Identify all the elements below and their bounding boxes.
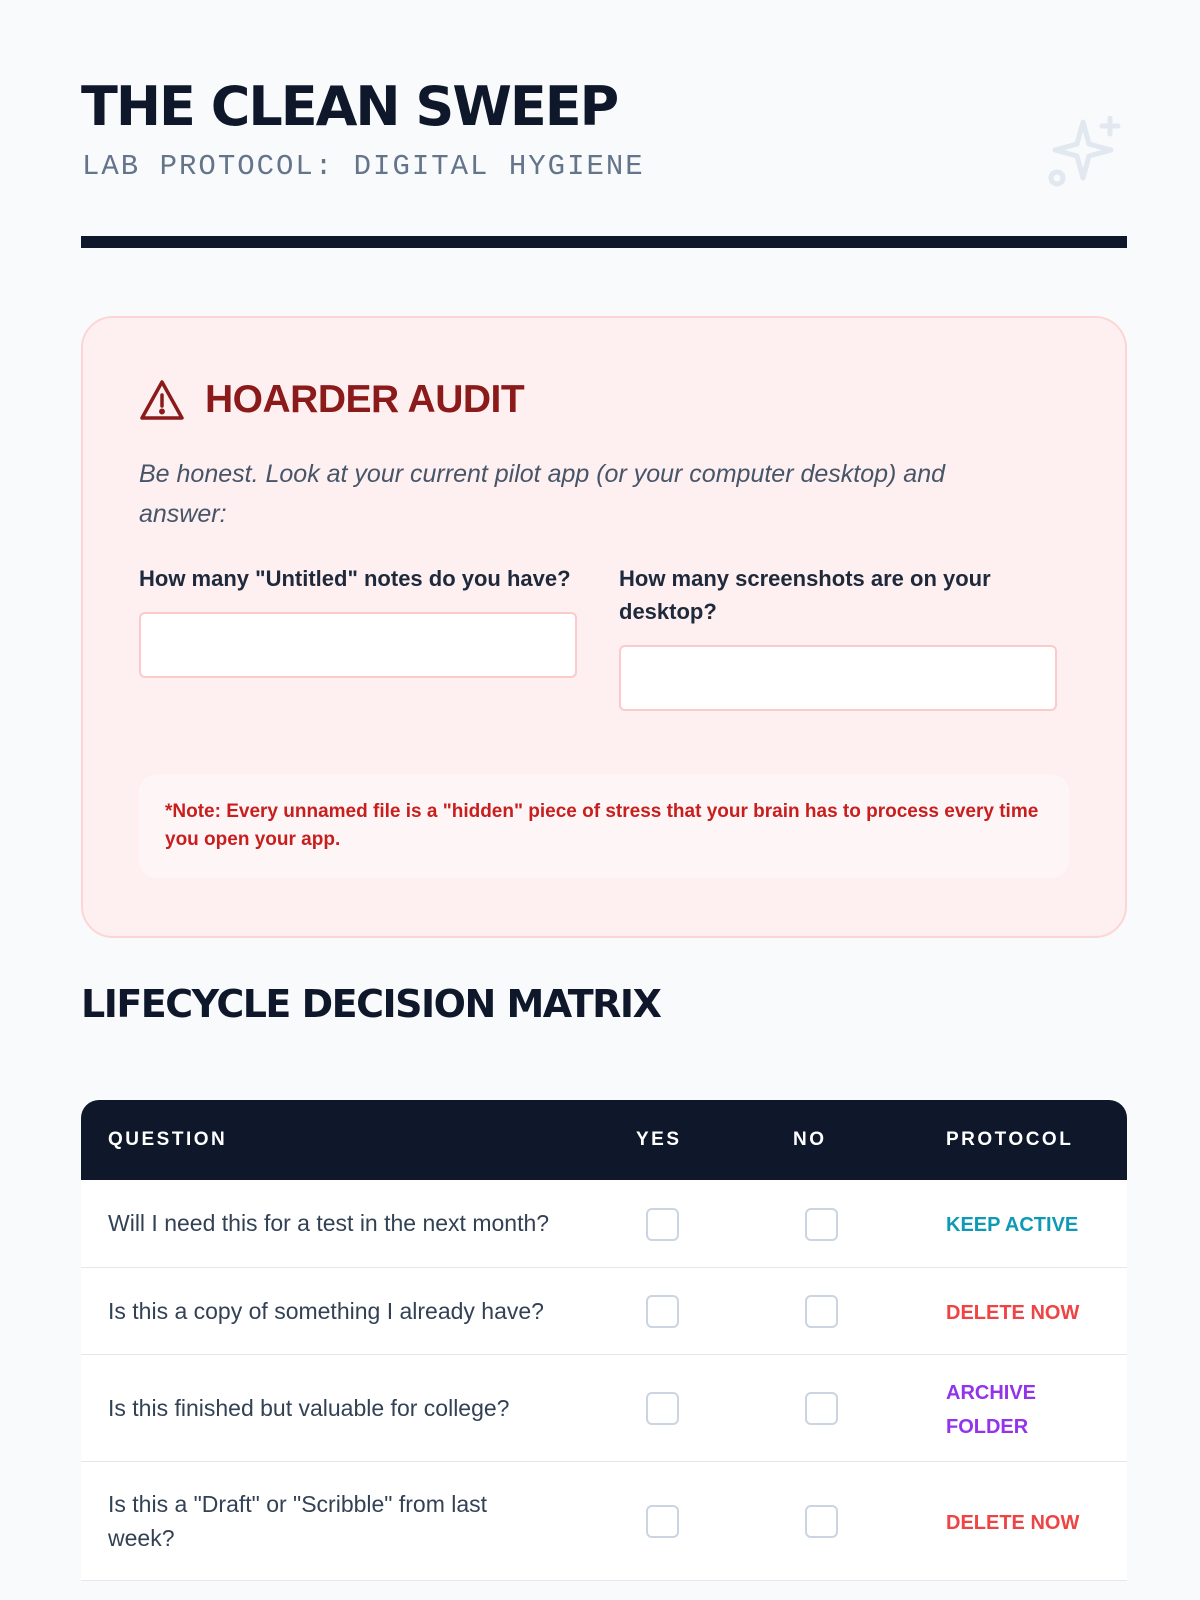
protocol-cell: [946, 1461, 1127, 1580]
protocol-cell: [946, 1180, 1127, 1267]
protocol-label: DELETE NOW: [946, 1301, 1080, 1324]
screenshots-label: How many screenshots are on your desktop?: [619, 566, 991, 624]
yes-cell: [626, 1180, 786, 1267]
no-cell: [786, 1267, 946, 1354]
no-checkbox[interactable]: [805, 1505, 838, 1538]
audit-intro: Be honest. Look at your current pilot app (or your computer desktop) and answer:: [139, 460, 946, 528]
audit-note-text: *Note: Every unnamed file is a "hidden" piece of stress that your brain has to process every time you open your app.: [165, 801, 1039, 850]
yes-checkbox[interactable]: [646, 1505, 679, 1538]
table-row: [81, 1267, 1127, 1354]
untitled-notes-label: How many "Untitled" notes do you have?: [139, 566, 571, 591]
warning-triangle-icon: [139, 379, 185, 421]
screenshots-field: [619, 562, 1059, 711]
no-checkbox[interactable]: [805, 1208, 838, 1241]
page-subtitle: LAB PROTOCOL: DIGITAL HYGIENE: [82, 150, 645, 183]
yes-checkbox[interactable]: [646, 1295, 679, 1328]
yes-checkbox[interactable]: [646, 1208, 679, 1241]
column-header-yes: YES: [626, 1100, 786, 1180]
no-checkbox[interactable]: [805, 1295, 838, 1328]
question-cell: Will I need this for a test in the next month?: [81, 1180, 626, 1267]
yes-checkbox[interactable]: [646, 1392, 679, 1425]
untitled-notes-input[interactable]: [139, 612, 577, 678]
no-cell: [786, 1461, 946, 1580]
no-checkbox[interactable]: [805, 1392, 838, 1425]
question-cell: Is this a copy of something I already have?: [81, 1267, 626, 1354]
table-header-row: [81, 1100, 1127, 1180]
page-title: THE CLEAN SWEEP: [81, 75, 618, 138]
table-row: [81, 1180, 1127, 1267]
yes-cell: [626, 1354, 786, 1461]
header-divider: [81, 236, 1127, 248]
no-cell: [786, 1180, 946, 1267]
question-cell: Is this finished but valuable for college?: [81, 1354, 626, 1461]
table-row: [81, 1354, 1127, 1461]
column-header-no: NO: [786, 1100, 946, 1180]
yes-cell: [626, 1267, 786, 1354]
yes-cell: [626, 1461, 786, 1580]
decision-matrix-table: [81, 1100, 1127, 1581]
protocol-cell: [946, 1267, 1127, 1354]
protocol-label: ARCHIVE FOLDER: [946, 1381, 1037, 1438]
untitled-notes-field: [139, 562, 577, 678]
column-header-protocol: PROTOCOL: [946, 1100, 1127, 1180]
screenshots-input[interactable]: [619, 645, 1057, 711]
protocol-cell: [946, 1354, 1127, 1461]
matrix-title: LIFECYCLE DECISION MATRIX: [81, 982, 661, 1026]
no-cell: [786, 1354, 946, 1461]
sparkle-icon: [1047, 116, 1127, 196]
page: [81, 0, 1127, 1551]
audit-title: HOARDER AUDIT: [205, 378, 525, 421]
page-header: [81, 0, 1127, 250]
protocol-label: KEEP ACTIVE: [946, 1214, 1079, 1237]
audit-note: [139, 774, 1069, 878]
protocol-label: DELETE NOW: [946, 1511, 1080, 1534]
column-header-question: QUESTION: [81, 1100, 626, 1180]
hoarder-audit-card: [81, 316, 1127, 938]
question-cell: Is this a "Draft" or "Scribble" from last week?: [81, 1461, 626, 1580]
audit-heading: [139, 378, 524, 422]
table-row: [81, 1461, 1127, 1580]
